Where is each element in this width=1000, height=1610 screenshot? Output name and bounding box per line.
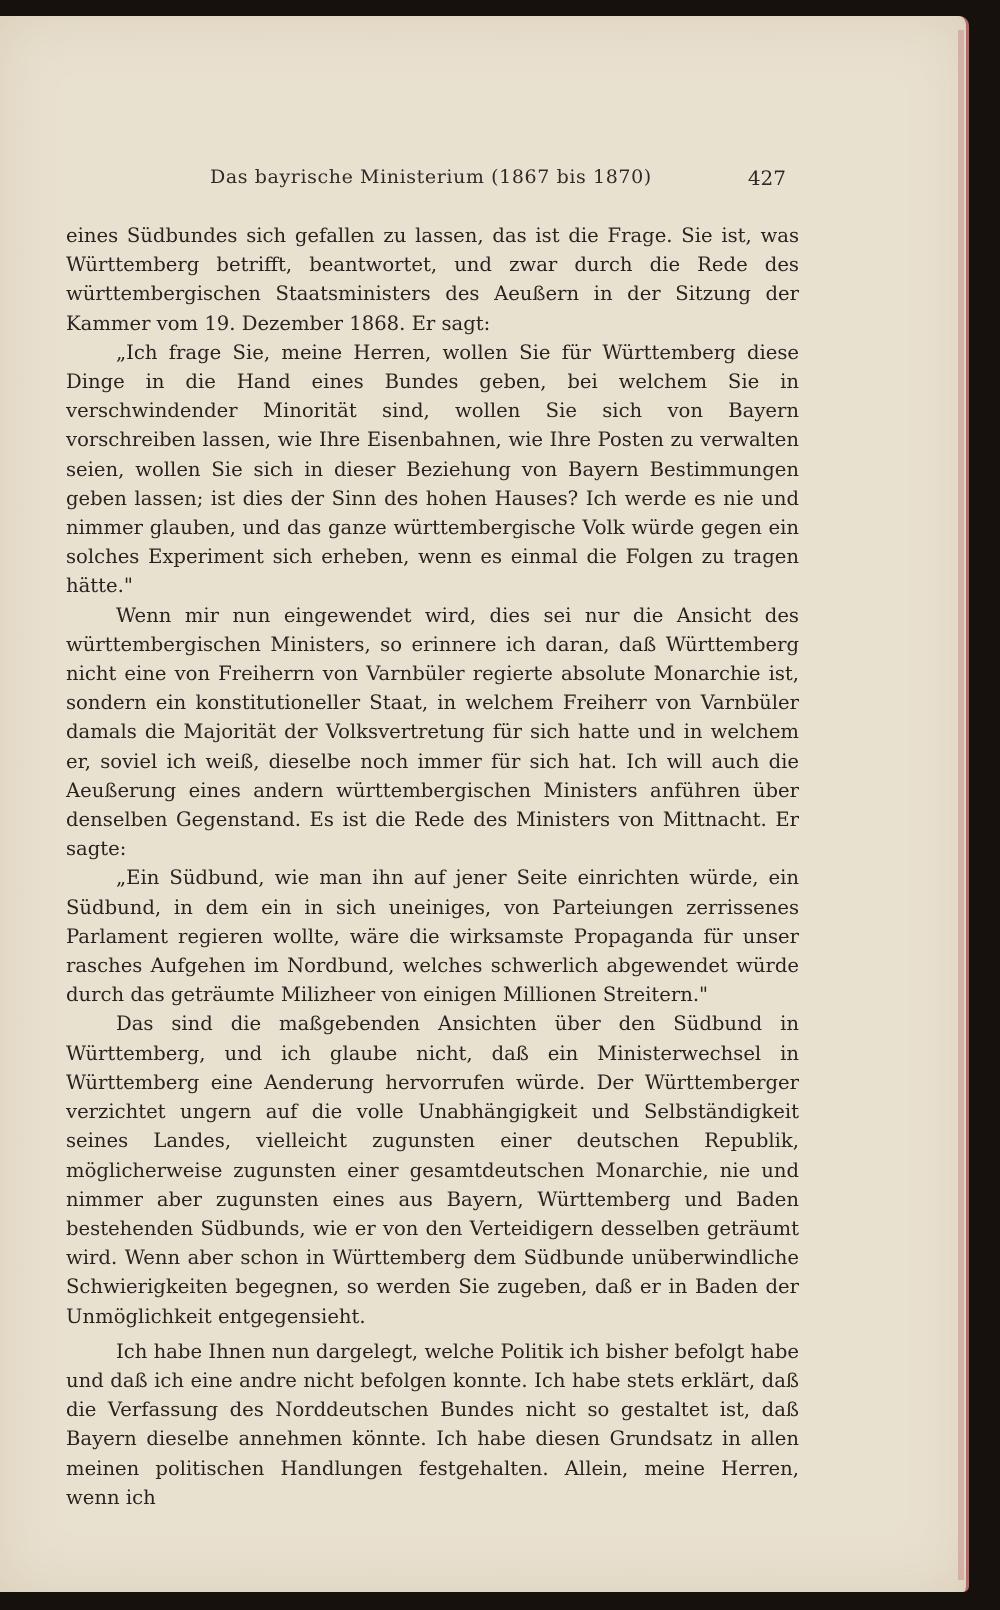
paragraph-politik: Ich habe Ihnen nun dargelegt, welche Politik ich bisher befolgt habe und daß ich eine andre nicht befolgen konnte. Ich habe stets erklärt, daß die Verfassung des Norddeutschen Bundes nicht so gestaltet ist, daß Bayern dieselbe annehmen könnte. Ich habe diesen Grundsatz in allen meinen politischen Handlungen festgehalten. Allein, meine Herren, wenn ich bbox=[66, 1339, 799, 1509]
running-header bbox=[210, 166, 786, 206]
page-number: 427 bbox=[747, 166, 786, 190]
paragraph-continuation: eines Südbundes sich gefallen zu lassen, das ist die Frage. Sie ist, was Württemberg betrifft, beantwortet, und zwar durch die Rede des württembergischen Staatsministers des Aeußern in der Sitzung der Kammer vom 19. Dezember 1868. Er sagt: bbox=[66, 224, 799, 335]
quote-varnbueler: „Ich frage Sie, meine Herren, wollen Sie für Württemberg diese Dinge in die Hand eines Bundes geben, bei welchem Sie in verschwindender Minorität sind, wollen Sie sich von Bayern vorschreiben lassen, wie Ihre Eisenbahnen, wie Ihre Posten zu verwalten seien, wollen Sie sich in dieser Beziehung von Bayern Bestimmungen geben lassen; ist dies der Sinn des hohen Hauses? Ich werde es nie und nimmer glauben, und das ganze württembergische Volk würde gegen ein solches Experiment sich erheben, wenn es einmal die Folgen zu tragen hätte." bbox=[66, 340, 799, 598]
page-edge bbox=[958, 30, 964, 1580]
running-title: Das bayrische Ministerium (1867 bis 1870) bbox=[210, 166, 652, 188]
body-text bbox=[66, 221, 799, 1512]
paragraph-ministers: Wenn mir nun eingewendet wird, dies sei nur die Ansicht des württembergischen Ministers, so erinnere ich daran, daß Württemberg nicht eine von Freiherrn von Varnbüler regierte absolute Monarchie ist, sondern ein konstitutioneller Staat, in welchem Freiherr von Varnbüler damals die Majorität der Volksvertretung für sich hatte und in welchem er, soviel ich weiß, dieselbe noch immer für sich hat. Ich will auch die Aeußerung eines andern württembergischen Ministers anführen über denselben Gegenstand. Es ist die Rede des Ministers von Mittnacht. Er sagte: bbox=[66, 603, 799, 861]
quote-mittnacht: „Ein Südbund, wie man ihn auf jener Seite einrichten würde, ein Südbund, in dem ein in sich uneiniges, von Parteiungen zerrissenes Parlament regieren wollte, wäre die wirksamste Propaganda für unser rasches Aufgehen im Nordbund, welches schwerlich abgewendet würde durch das geträumte Milizheer von einigen Millionen Streitern." bbox=[66, 866, 799, 1007]
paragraph-suedbund: Das sind die maßgebenden Ansichten über den Südbund in Württemberg, und ich glaube nicht, daß ein Ministerwechsel in Württemberg eine Aenderung hervorrufen würde. Der Württemberger verzichtet ungern auf die volle Unabhängigkeit und Selbständigkeit seines Landes, vielleicht zugunsten einer deutschen Republik, möglicherweise zugunsten einer gesamtdeutschen Monarchie, nie und nimmer aber zugunsten eines aus Bayern, Württemberg und Baden bestehenden Südbunds, wie er von den Verteidigern desselben geträumt wird. Wenn aber schon in Württemberg dem Südbunde unüberwindliche Schwierigkeiten begegnen, so werden Sie zugeben, daß er in Baden der Unmöglichkeit entgegensieht. bbox=[66, 1012, 799, 1328]
book-page bbox=[0, 16, 969, 1592]
